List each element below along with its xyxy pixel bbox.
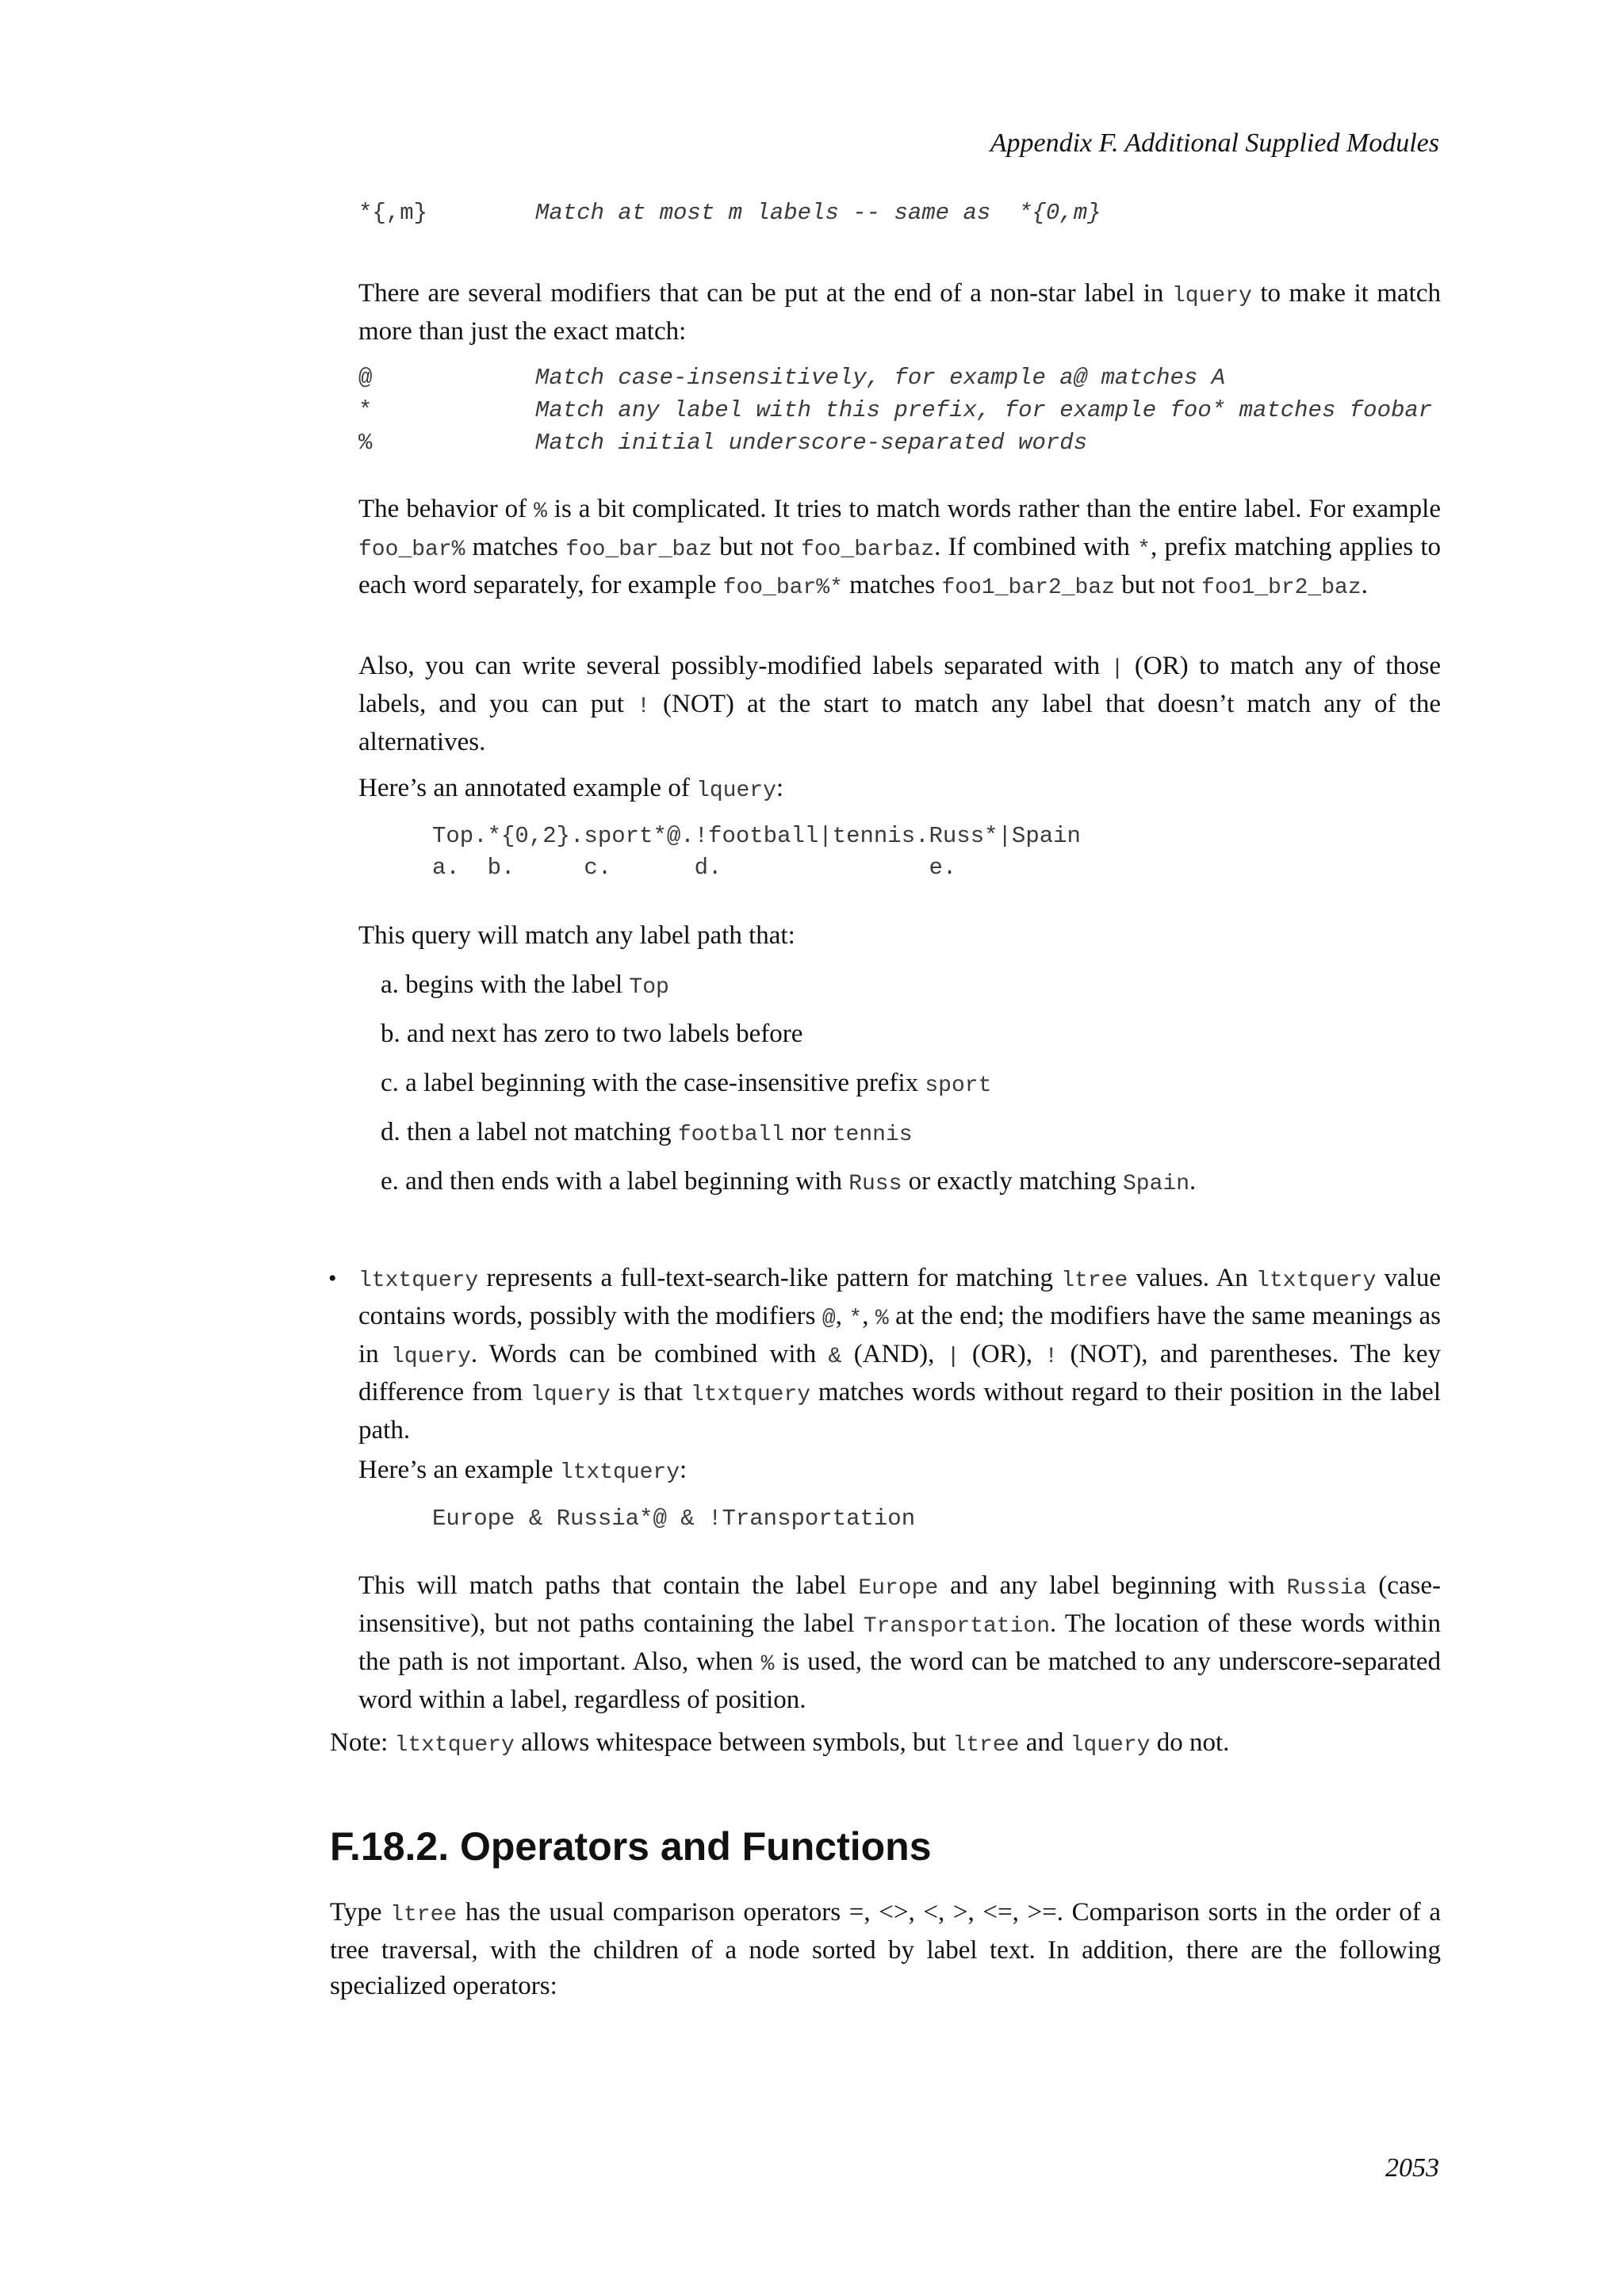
code-inline: football (677, 1123, 785, 1147)
code-inline: @ (822, 1307, 836, 1331)
code-inline: % (760, 1652, 775, 1677)
query-list-item-c: c. a label beginning with the case-insensitive prefix sport (381, 1069, 992, 1098)
code-inline: ltree (390, 1903, 458, 1927)
code-inline: % (875, 1307, 889, 1331)
annotated-example-code (432, 821, 1081, 884)
ltxtquery-example-code: Europe & Russia*@ & !Transportation (432, 1506, 916, 1532)
code-inline: Russ (848, 1172, 902, 1196)
syntax-description: Match at most m labels -- same as *{0,m} (535, 200, 1101, 226)
code-inline: * (848, 1307, 863, 1331)
code-inline: foo1_br2_baz (1201, 576, 1362, 600)
code-inline: lquery (696, 779, 776, 803)
code-inline: ltxtquery (690, 1383, 811, 1407)
code-inline: foo_bar% (358, 538, 465, 562)
code-inline: * (1137, 538, 1151, 562)
code-inline: ltree (1061, 1269, 1128, 1293)
code-inline: % (534, 499, 547, 524)
or-not-paragraph: Also, you can write several possibly-modified labels separated with | (OR) to match any of those labels, and you can put ! (NOT) at the start to match any label that doesn’t match any of the alternatives. (358, 652, 1442, 756)
ltxtquery-explanation-paragraph: This will match paths that contain the label Europe and any label beginning with Russia (case-insensitive), but not paths containing the label Transportation. The location of these words within the path is not important. Also, when % is used, the word can be matched to any underscore-separated word within a label, regardless of position. (358, 1571, 1442, 1714)
code-inline: ltxtquery (358, 1269, 479, 1293)
ltxtquery-paragraph: ltxtquery represents a full-text-search-like pattern for matching ltree values. An ltxtquery value contains words, possibly with the modifiers @, *, % at the end; the modifiers have the same meanings as in lquery. Words can be combined with & (AND), | (OR), ! (NOT), and parentheses. The key difference from lquery is that ltxtquery matches words without regard to their position in the label path. (358, 1264, 1441, 1445)
code-inline: lquery (530, 1383, 611, 1407)
code-inline: ltree (952, 1733, 1020, 1758)
code-inline: lquery (1171, 284, 1252, 308)
note-paragraph: Note: ltxtquery allows whitespace between symbols, but ltree and lquery do not. (330, 1728, 1230, 1758)
code-inline: foo_bar_baz (565, 538, 712, 562)
operators-paragraph: Type ltree has the usual comparison operators =, <>, <, >, <=, >=. Comparison sorts in the order of a tree traversal, with the children of a node sorted by label text. In addition, there are the following specialized operators: (330, 1898, 1441, 2000)
percent-behavior-paragraph: The behavior of % is a bit complicated. It tries to match words rather than the entire label. For example foo_bar% matches foo_bar_baz but not foo_barbaz. If combined with *, prefix matching applies to each word separately, for example foo_bar%* matches foo1_bar2_baz but not foo1_br2_baz. (358, 495, 1441, 600)
code-inline: Russia (1286, 1576, 1367, 1601)
modifier-symbol: % (358, 430, 373, 456)
code-inline: ltxtquery (1256, 1269, 1377, 1293)
modifiers-intro-paragraph: There are several modifiers that can be put at the end of a non-star label in lquery to make it match more than just the exact match: (358, 279, 1441, 346)
code-inline: ltxtquery (394, 1733, 515, 1758)
section-heading: F.18.2. Operators and Functions (330, 1824, 932, 1869)
code-inline: Spain (1123, 1172, 1190, 1196)
code-line-annotations: a. b. c. d. e. (432, 855, 957, 881)
modifier-description: Match case-insensitively, for example a@ matches A (535, 365, 1226, 391)
modifier-description: Match initial underscore-separated words (535, 430, 1088, 456)
code-inline: & (828, 1345, 842, 1369)
annotated-example-intro: Here’s an annotated example of lquery: (358, 774, 784, 803)
code-inline: foo_barbaz (801, 538, 935, 562)
code-inline: foo_bar%* (722, 576, 843, 600)
code-inline: sport (925, 1073, 992, 1098)
code-inline: foo1_bar2_baz (941, 576, 1115, 600)
code-inline: | (1110, 656, 1124, 681)
code-line: Top.*{0,2}.sport*@.!football|tennis.Russ*|Spain (432, 823, 1081, 849)
modifier-description: Match any label with this prefix, for example foo* matches foobar (535, 397, 1433, 423)
code-inline: tennis (832, 1123, 913, 1147)
code-inline: lquery (391, 1345, 471, 1369)
code-inline: Europe (858, 1576, 939, 1601)
code-inline: lquery (1070, 1733, 1151, 1758)
query-list-item-b: b. and next has zero to two labels before (381, 1020, 803, 1048)
code-inline: Transportation (863, 1614, 1051, 1639)
code-inline: ! (637, 695, 650, 719)
modifier-symbol: * (358, 397, 373, 423)
query-match-intro: This query will match any label path that: (358, 921, 795, 950)
query-list-item-e: e. and then ends with a label beginning with Russ or exactly matching Spain. (381, 1167, 1197, 1196)
query-list-item-a: a. begins with the label Top (381, 970, 669, 1000)
page-number: 2053 (1385, 2153, 1439, 2183)
modifier-symbol: @ (358, 365, 373, 391)
syntax-token: *{,m} (358, 200, 428, 226)
code-inline: ! (1044, 1345, 1059, 1369)
code-inline: Top (629, 975, 669, 1000)
ltxtquery-example-intro: Here’s an example ltxtquery: (358, 1456, 688, 1485)
running-header: Appendix F. Additional Supplied Modules (990, 128, 1439, 158)
query-list-item-d: d. then a label not matching football nor tennis (381, 1118, 913, 1147)
code-inline: | (946, 1345, 960, 1369)
bullet-icon: • (328, 1265, 337, 1292)
code-inline: ltxtquery (559, 1460, 680, 1485)
